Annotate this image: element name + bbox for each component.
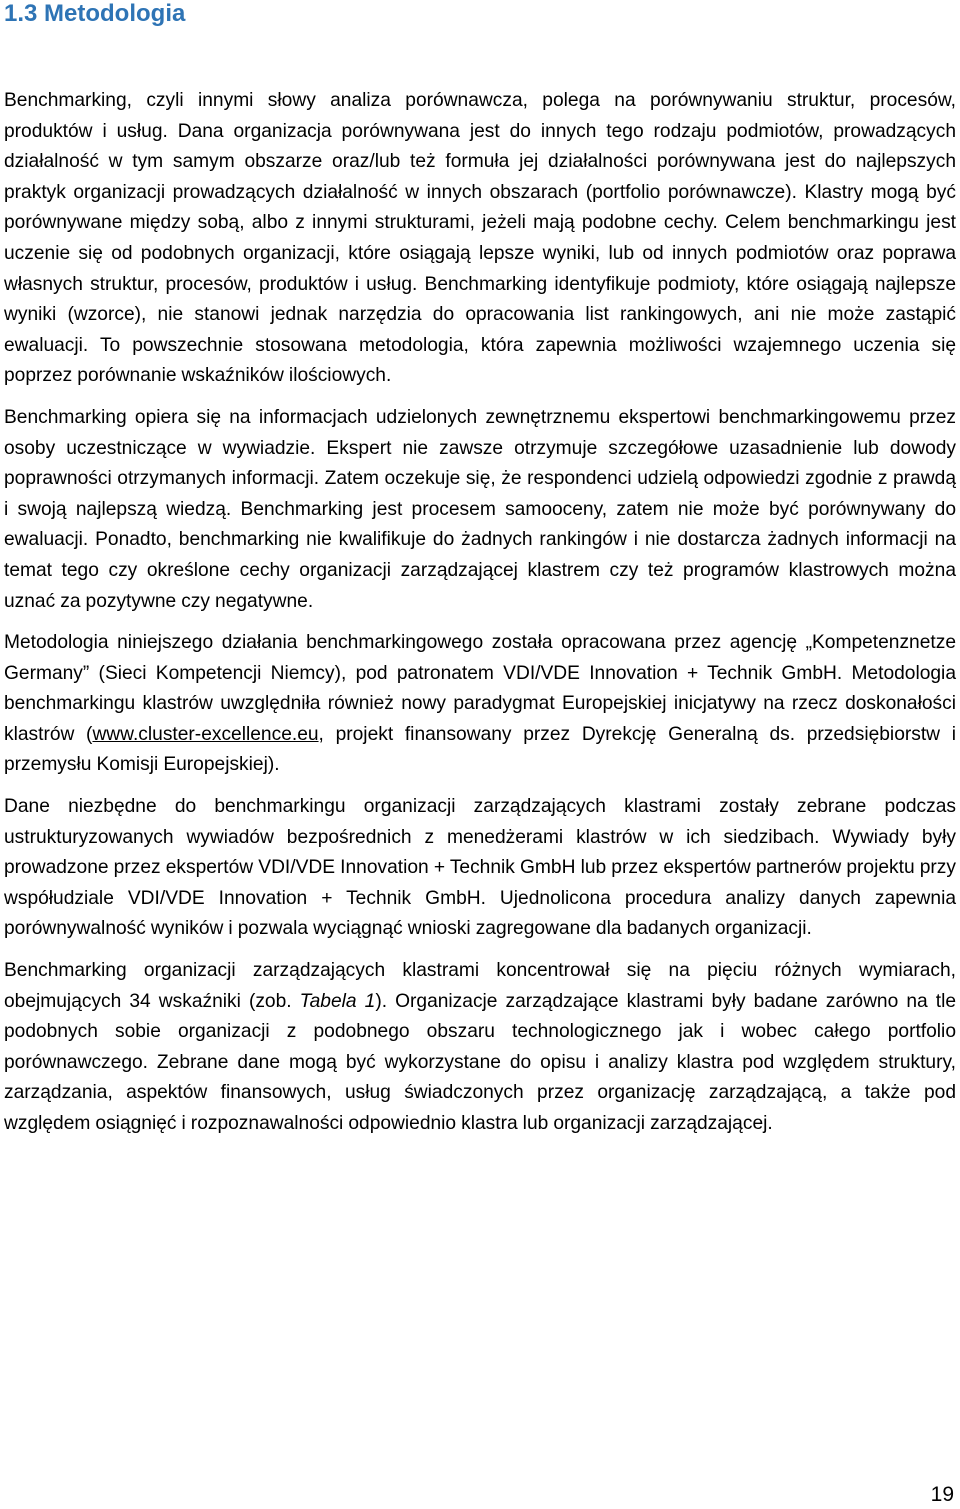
paragraph-5-text-start: Benchmarking organizacji zarządzających klastrami koncentrował się na pięciu różnych wymiarach, obejmujących 34 wskaźniki (zob. xyxy=(4,960,956,1012)
paragraph-3-text-start: Metodologia niniejszego działania benchmarkingowego została opracowana przez agencję „Kompetenznetze Germany” (Sieci Kompetencji Niemcy), pod patronatem VDI/VDE Innovation + Technik GmbH. Metodologia benchmarkingu klastrów uwzględniła również nowy paradygmat Europejskiej inicjatywy na rzecz doskonałości klastrów ( xyxy=(4,632,956,745)
paragraph-5 xyxy=(4,956,956,1140)
document-page xyxy=(4,0,956,1140)
paragraph-3 xyxy=(4,628,956,781)
section-title: 1.3 Metodologia xyxy=(4,0,186,27)
cluster-excellence-link[interactable]: www.cluster-excellence.eu xyxy=(92,723,319,745)
paragraph-5-text-end: ). Organizacje zarządzające klastrami były badane zarówno na tle podobnych sobie organizacji z podobnego obszaru technologicznego jak i wobec całego portfolio porównawczego. Zebrane dane mogą być wykorzystane do opisu i analizy klastra pod względem struktury, zarządzania, aspektów finansowych, usług świadczonych przez organizację zarządzającą, a także pod względem osiągnięć i rozpoznawalności odpowiednio klastra lub organizacji zarządzającej. xyxy=(4,990,956,1134)
table-reference: Tabela 1 xyxy=(299,990,376,1012)
page-number: 19 xyxy=(930,1483,954,1506)
paragraph-2: Benchmarking opiera się na informacjach udzielonych zewnętrznemu ekspertowi benchmarkingowemu przez osoby uczestniczące w wywiadzie. Ekspert nie zawsze otrzymuje szczegółowe uzasadnienie lub dowody poprawności otrzymanych informacji. Zatem oczekuje się, że respondenci udzielą odpowiedzi zgodnie z prawdą i swoją najlepszą wiedzą. Benchmarking jest procesem samooceny, zatem nie może być porównywany do ewaluacji. Ponadto, benchmarking nie kwalifikuje do żadnych rankingów i nie dostarcza żadnych informacji na temat tego czy określone cechy organizacji zarządzającej klastrem czy też programów klastrowych można uznać za pozytywne czy negatywne. xyxy=(4,406,956,612)
paragraph-1: Benchmarking, czyli innymi słowy analiza porównawcza, polega na porównywaniu struktur, procesów, produktów i usług. Dana organizacja porównywana jest do innych tego rodzaju podmiotów, prowadzących działalność w tym samym obszarze oraz/lub też formuła jej działalności porównywana jest do najlepszych praktyk organizacji prowadzących działalność w innych obszarach (portfolio porównawcze). Klastry mogą być porównywane między sobą, albo z innymi strukturami, jeżeli mają podobne cechy. Celem benchmarkingu jest uczenie się od podobnych organizacji, które osiągają lepsze wyniki, lub od innych podmiotów oraz poprawa własnych struktur, procesów, produktów i usług. Benchmarking identyfikuje podmioty, które osiągają najlepsze wyniki (wzorce), nie stanowi jednak narzędzia do opracowania list rankingowych, ani nie może zastąpić ewaluacji. To powszechnie stosowana metodologia, która zapewnia możliwości wzajemnego uczenia się poprzez porównanie wskaźników ilościowych. xyxy=(4,90,956,387)
paragraph-3-text-end: , projekt finansowany przez Dyrekcję Generalną ds. przedsiębiorstw i przemysłu Komisji Europejskiej). xyxy=(4,723,956,776)
paragraph-4: Dane niezbędne do benchmarkingu organizacji zarządzających klastrami zostały zebrane podczas ustrukturyzowanych wywiadów bezpośrednich z menedżerami klastrów w ich siedzibach. Wywiady były prowadzone przez ekspertów VDI/VDE Innovation + Technik GmbH lub przez ekspertów partnerów projektu przy współudziale VDI/VDE Innovation + Technik GmbH. Ujednolicona procedura analizy danych zapewnia porównywalność wyników i pozwala wyciągnąć wnioski zagregowane dla badanych organizacji. xyxy=(4,796,956,940)
